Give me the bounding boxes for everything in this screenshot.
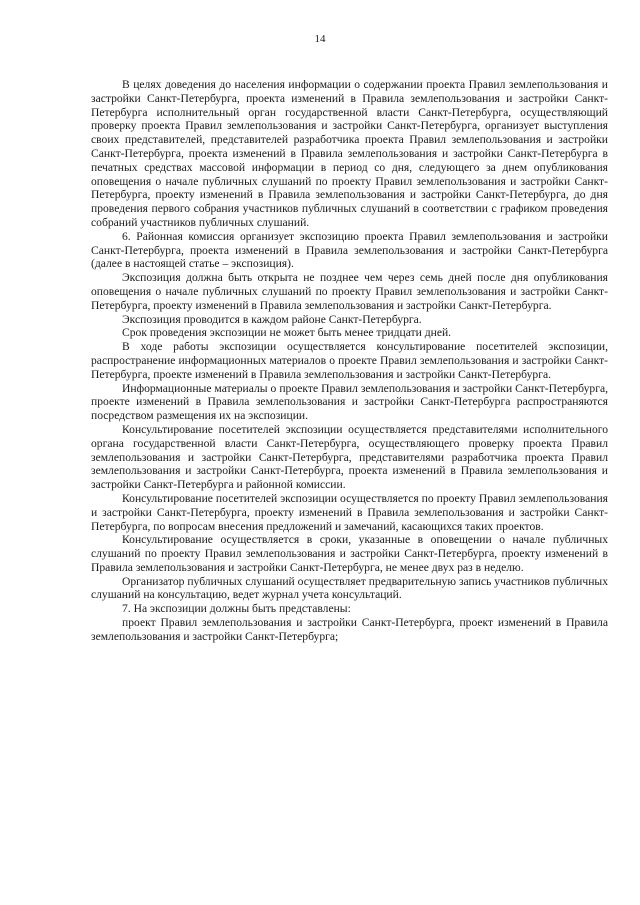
paragraph: Срок проведения экспозиции не может быть менее тридцати дней.: [122, 326, 452, 340]
paragraph: Организатор публичных слушаний осуществляет предварительную запись участников публичных слушаний на консультацию, ведет журнал учета консультаций.: [91, 574, 608, 602]
paragraph: Экспозиция должна быть открыта не позднее чем через семь дней после дня опубликования оповещения о начале публичных слушаний по проекту Правил землепользования и застройки Санкт-Петербурга, проекту изменений в Правила землепользования и застройки Санкт-Петербурга.: [91, 271, 608, 312]
page-number: 14: [314, 33, 326, 45]
document-body: [91, 78, 608, 644]
paragraph: Консультирование посетителей экспозиции осуществляется представителями исполнительного органа государственной власти Санкт-Петербурга, осуществляющего проверку проекта Правил землепользования и застройки Санкт-Петербурга, представителями разработчика проекта Правил землепользования и застройки Санкт-Петербурга, проекта изменений в Правила землепользования и застройки Санкт-Петербурга и районной комиссии.: [91, 422, 608, 492]
paragraph: 7. На экспозиции должны быть представлены:: [122, 602, 351, 616]
paragraph: Информационные материалы о проекте Правил землепользования и застройки Санкт-Петербурга, проекте изменений в Правила землепользования и застройки Санкт-Петербурга распространяются посредством размещения их на экспозиции.: [91, 381, 608, 423]
paragraph: Экспозиция проводится в каждом районе Санкт-Петербурга.: [122, 312, 422, 326]
paragraph: В целях доведения до населения информации о содержании проекта Правил землепользования и застройки Санкт-Петербурга, проекта изменений в Правила землепользования и застройки Санкт-Петербурга исполнительный орган государственной власти Санкт-Петербурга, осуществляющий проверку проекта Правил землепользования и застройки Санкт-Петербурга, организует выступления своих представителей, представителей разработчика проекта Правил землепользования и застройки Санкт-Петербурга, проекта изменений в Правила землепользования и застройки Санкт-Петербурга в печатных средствах массовой информации в период со дня, следующего за днем опубликования оповещения о начале публичных слушаний по проекту Правил землепользования и застройки Санкт-Петербурга, проекту изменений в Правила землепользования и застройки Санкт-Петербурга, до дня проведения первого собрания участников публичных слушаний в соответствии с графиком проведения собраний участников публичных слушаний.: [91, 78, 608, 229]
paragraph: В ходе работы экспозиции осуществляется консультирование посетителей экспозиции, распространение информационных материалов о проекте Правил землепользования и застройки Санкт-Петербурга, проекте изменений в Правила землепользования и застройки Санкт-Петербурга.: [91, 340, 608, 381]
paragraph: Консультирование посетителей экспозиции осуществляется по проекту Правил землепользования и застройки Санкт-Петербурга, проекту изменений в Правила землепользования и застройки Санкт-Петербурга, по вопросам внесения предложений и замечаний, касающихся таких проектов.: [91, 491, 608, 533]
paragraph: проект Правил землепользования и застройки Санкт-Петербурга, проект изменений в Правила землепользования и застройки Санкт-Петербурга;: [91, 616, 608, 643]
paragraph: Консультирование осуществляется в сроки, указанные в оповещении о начале публичных слушаний по проекту Правил землепользования и застройки Санкт-Петербурга, проекту изменений в Правила землепользования и застройки Санкт-Петербурга, не менее двух раз в неделю.: [91, 533, 608, 574]
paragraph: 6. Районная комиссия организует экспозицию проекта Правил землепользования и застройки Санкт-Петербурга, проекта изменений в Правила землепользования и застройки Санкт-Петербурга (далее в настоящей статье – экспозиция).: [91, 229, 608, 271]
